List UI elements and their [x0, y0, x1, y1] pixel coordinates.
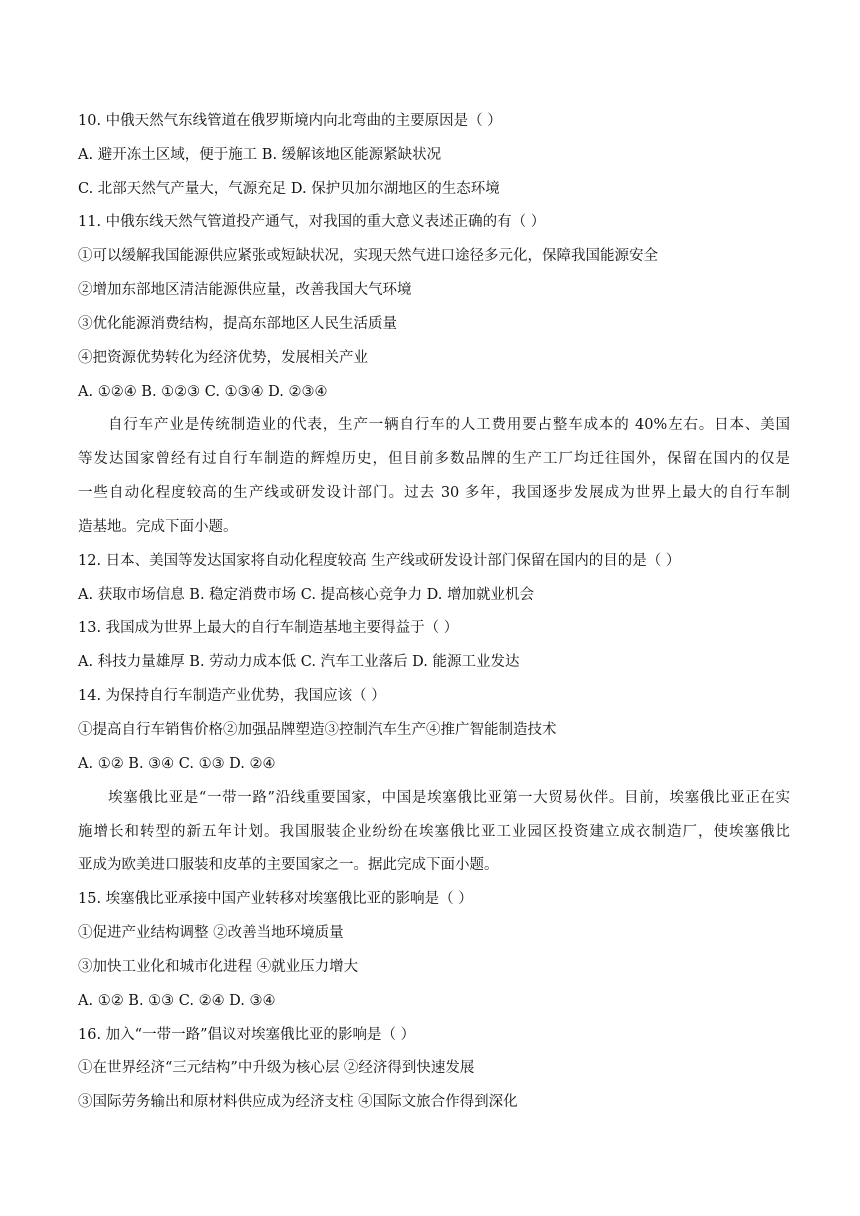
passage-1-line-3: 一些自动化程度较高的生产线或研发设计部门。过去 30 多年，我国逐步发展成为世界上最大的自行车制 — [78, 485, 790, 501]
passage-1-line-1: 自行车产业是传统制造业的代表，生产一辆自行车的人工费用要占整车成本的 40%左右。日本、美国 — [108, 417, 790, 433]
question-11: 11. 中俄东线天然气管道投产通气，对我国的重大意义表述正确的有（ ） — [78, 214, 546, 230]
question-11-item-4: ④把资源优势转化为经济优势，发展相关产业 — [78, 350, 368, 366]
question-13-options: A. 科技力量雄厚 B. 劳动力成本低 C. 汽车工业落后 D. 能源工业发达 — [78, 654, 520, 670]
question-10: 10. 中俄天然气东线管道在俄罗斯境内向北弯曲的主要原因是（ ） — [78, 113, 502, 129]
question-12-options: A. 获取市场信息 B. 稳定消费市场 C. 提高核心竞争力 D. 增加就业机会 — [78, 587, 535, 603]
question-14: 14. 为保持自行车制造产业优势，我国应该（ ） — [78, 688, 386, 704]
question-14-options: A. ①② B. ③④ C. ①③ D. ②④ — [78, 756, 276, 772]
question-15-items-34: ③加快工业化和城市化进程 ④就业压力增大 — [78, 959, 359, 975]
question-13: 13. 我国成为世界上最大的自行车制造基地主要得益于（ ） — [78, 620, 459, 636]
passage-2-line-3: 亚成为欧美进口服装和皮革的主要国家之一。据此完成下面小题。 — [78, 857, 499, 873]
passage-1-line-2: 等发达国家曾经有过自行车制造的辉煌历史，但目前多数品牌的生产工厂均迁往国外，保留在国内的仅是 — [78, 451, 790, 467]
question-15: 15. 埃塞俄比亚承接中国产业转移对埃塞俄比亚的影响是（ ） — [78, 891, 473, 907]
question-10-options-ab: A. 避开冻土区域，便于施工 B. 缓解该地区能源紧缺状况 — [78, 147, 442, 163]
question-11-item-3: ③优化能源消费结构，提高东部地区人民生活质量 — [78, 316, 397, 332]
question-16: 16. 加入“一带一路”倡议对埃塞俄比亚的影响是（ ） — [78, 1027, 416, 1043]
question-15-options: A. ①② B. ①③ C. ②④ D. ③④ — [78, 993, 276, 1009]
passage-2-line-2: 施增长和转型的新五年计划。我国服装企业纷纷在埃塞俄比亚工业园区投资建立成衣制造厂，使埃塞俄比 — [78, 824, 790, 840]
passage-2-line-1: 埃塞俄比亚是“一带一路”沿线重要国家，中国是埃塞俄比亚第一大贸易伙伴。目前，埃塞俄比亚正在实 — [108, 790, 790, 806]
question-10-options-cd: C. 北部天然气产量大，气源充足 D. 保护贝加尔湖地区的生态环境 — [78, 181, 500, 197]
passage-1-line-4: 造基地。完成下面小题。 — [78, 519, 238, 535]
question-16-items-34: ③国际劳务输出和原材料供应成为经济支柱 ④国际文旅合作得到深化 — [78, 1094, 518, 1110]
question-14-items: ①提高自行车销售价格②加强品牌塑造③控制汽车生产④推广智能制造技术 — [78, 722, 557, 738]
question-11-item-2: ②增加东部地区清洁能源供应量，改善我国大气环境 — [78, 282, 412, 298]
question-11-options: A. ①②④ B. ①②③ C. ①③④ D. ②③④ — [78, 384, 328, 400]
question-16-items-12: ①在世界经济“三元结构”中升级为核心层 ②经济得到快速发展 — [78, 1060, 475, 1076]
question-11-item-1: ①可以缓解我国能源供应紧张或短缺状况，实现天然气进口途径多元化，保障我国能源安全 — [78, 248, 658, 264]
question-12: 12. 日本、美国等发达国家将自动化程度较高 生产线或研发设计部门保留在国内的目的是（ ） — [78, 553, 681, 569]
question-15-items-12: ①促进产业结构调整 ②改善当地环境质量 — [78, 925, 344, 941]
